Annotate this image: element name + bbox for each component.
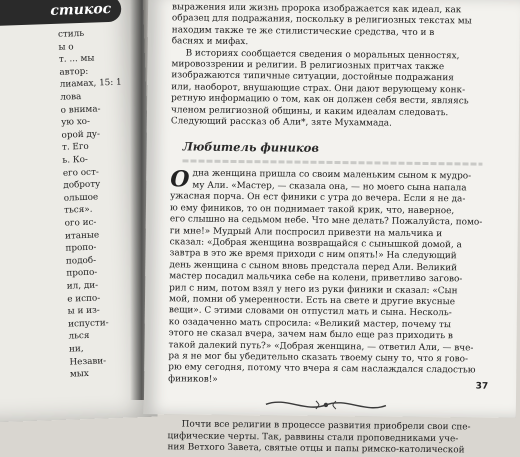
- left-text-fragment: т. Его: [61, 142, 89, 154]
- text-line: ретную информацию о том, как он должен себя вести, являясь: [171, 93, 469, 107]
- section-divider: [182, 160, 482, 166]
- story-paragraph: [168, 166, 486, 389]
- page-content: [167, 2, 488, 457]
- text-line: сказал: «Добрая женщина возвращайся с сынышкой домой, а: [169, 237, 462, 251]
- left-text-fragment: мых: [69, 369, 89, 380]
- text-line: рю ему сегодня, потому что вчера я сам наслаждался сладостью: [168, 362, 476, 376]
- ornament-icon: [256, 396, 396, 413]
- text-line: ги мне!» Мудрый Али поспросил привезти на мальчика и: [169, 225, 443, 239]
- left-text-fragment: е испо-: [67, 293, 101, 305]
- left-text-fragment: ого ис-: [64, 217, 97, 229]
- text-line: Почти все религии в процессе развития приобрели свои спе-: [181, 419, 471, 433]
- text-line: ко озадаченно мать спросила: «Великий мастер, почему ты: [168, 317, 452, 331]
- right-page: [144, 0, 520, 456]
- left-text-fragment: ы и из-: [67, 305, 100, 317]
- page-number: 37: [475, 381, 489, 392]
- text-line: рил с ним, потом взял у него из руки финики и сказал: «Сын: [169, 282, 458, 296]
- text-line: В историях сообщается сведения о моральных ценностях,: [185, 48, 460, 61]
- left-text-fragment: испусти-: [68, 318, 109, 330]
- text-line: фиников!»: [168, 374, 218, 385]
- left-text-fragment: т. ... мы: [58, 53, 95, 65]
- left-text-fragment: о внима-: [60, 103, 101, 116]
- text-line: завтра в это же время приходи с ним опять!» На следующий: [169, 248, 457, 262]
- left-page-tab: стикос: [0, 0, 122, 26]
- left-text-fragment: ольшое: [63, 192, 99, 204]
- text-line: ужасная порча. Он ест финики с утра до вечера. Если я не да-: [170, 191, 466, 205]
- left-text-fragment: Незави-: [69, 355, 107, 368]
- left-text-fragment: лова: [60, 92, 82, 103]
- left-text-fragment: пропо-: [65, 242, 97, 254]
- text-line: ю ему фиников, то он поднимает такой крик, что, наверное,: [169, 202, 455, 216]
- left-text-fragment: ую хо-: [60, 116, 91, 128]
- story-dropcap: О: [170, 166, 190, 193]
- left-text-fragment: ь. Ко-: [62, 154, 89, 166]
- second-paragraph: [171, 48, 488, 131]
- ornament-divider: [256, 396, 396, 413]
- left-text-fragment: итаные: [64, 230, 100, 242]
- left-text-fragment: доброту: [63, 179, 101, 191]
- left-text-fragment: ться».: [64, 205, 93, 217]
- left-text-fragment: автор:: [59, 66, 89, 78]
- text-line: изображаются типичные ситуации, достойные подражания: [171, 70, 454, 84]
- text-line: баснях и мифах.: [171, 36, 249, 48]
- text-line: его слышно на седьмом небе. Что мне делать? Пожалуйста, помо-: [169, 214, 483, 228]
- section-title: Любитель фиников: [182, 139, 320, 156]
- text-line: ра я не мог бы убедительно сказать твоему сыну то, что я гово-: [168, 351, 469, 365]
- text-line: образец для подражания, поскольку в религиозных текстах мы: [171, 13, 472, 27]
- left-text-fragment: орой ду-: [61, 129, 101, 141]
- left-text-fragment: пропо-: [66, 267, 98, 280]
- left-text-fragment: ил, ди-: [66, 280, 99, 292]
- left-text-fragment: стиль: [57, 28, 85, 40]
- text-line: вещи». С этими словами он отпустил мать и сына. Несколь-: [168, 305, 452, 319]
- left-text-fragment: лиамах, 15: 1: [59, 77, 122, 91]
- left-text-fragment: лься: [68, 331, 90, 342]
- text-line: день женщина с сыном вновь предстала перед Али. Великий: [169, 260, 458, 274]
- text-line: мой, помни об умеренности. Есть на свете и другие вкусные: [168, 294, 456, 308]
- text-line: членом религиозной общины, и каким идеалам следовать.: [170, 104, 449, 118]
- left-text-fragment: ни,: [68, 344, 84, 355]
- text-line: цифические черты. Так, раввины стали проповедниками уче-: [167, 430, 459, 444]
- text-line: находим также те же стилистические средства, что и в: [171, 25, 435, 38]
- text-line: выражения или жизнь пророка изображается как идеал, как: [172, 2, 462, 16]
- intro-paragraph: [172, 2, 488, 51]
- text-line: такой далекий путь?» «Добрая женщина, — ответил Али, — вче-: [168, 339, 474, 354]
- left-text-fragment: подоб-: [65, 255, 97, 267]
- text-line: Следующий рассказ об Али*, зяте Мухаммада.: [170, 116, 392, 129]
- closing-paragraph: [167, 419, 483, 457]
- text-line: или, наоборот, внушающие страх. Они дают верующему конк-: [171, 82, 466, 96]
- text-line: этого не сказал вчера, зачем нам было еще раз приходить в: [168, 328, 453, 342]
- text-line: дна женщина пришла со своим маленьким сыном к мудро-: [192, 169, 472, 182]
- left-text-fragment: его ост-: [62, 167, 100, 179]
- text-line: ния Ветхого Завета, святые отцы и папы римско-католической: [167, 442, 465, 456]
- text-line: мастер посадил мальчика себе на колени, приветливо загово-: [169, 271, 463, 285]
- left-text-fragment: ы о: [58, 41, 74, 53]
- text-line: му Али. «Мастер, — сказала она, — но моего сына напала: [192, 180, 467, 194]
- text-line: мировоззрении и религии. В религиозных притчах также: [171, 59, 445, 73]
